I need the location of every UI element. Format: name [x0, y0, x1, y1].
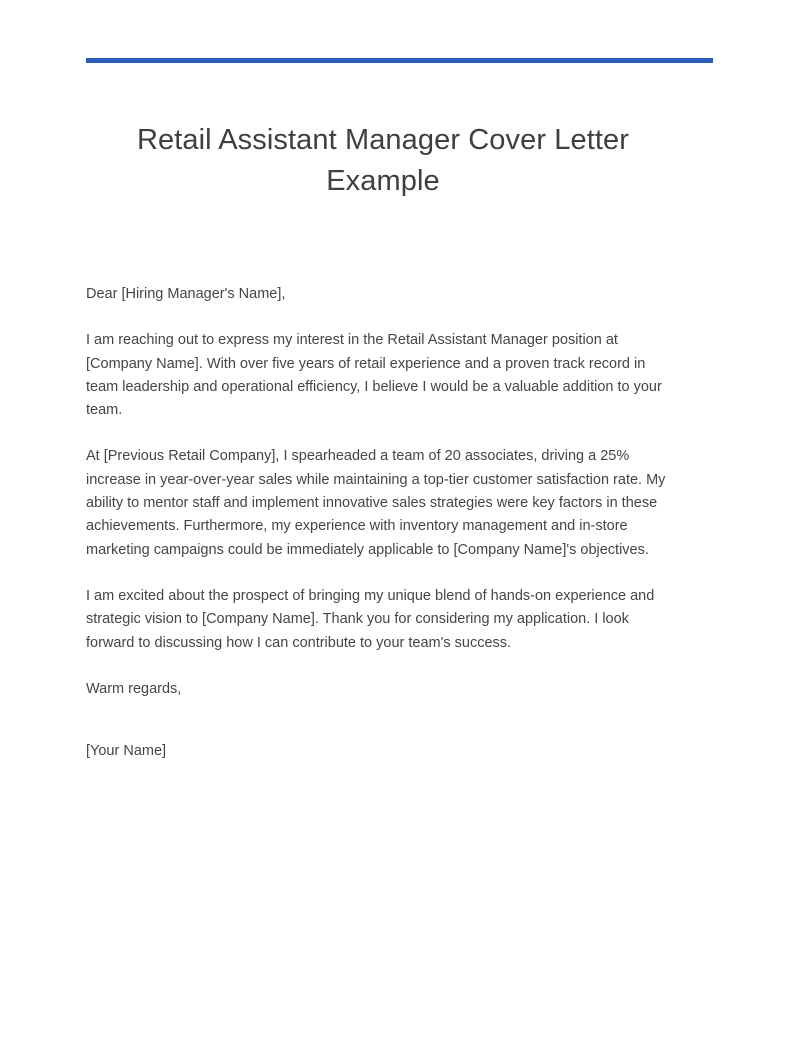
- header-accent-rule: [86, 58, 713, 63]
- letter-closing: Warm regards,: [86, 680, 182, 697]
- page-title: Retail Assistant Manager Cover Letter Example: [136, 124, 630, 198]
- cover-letter-body: [86, 283, 678, 763]
- letter-paragraph-1: I am reaching out to express my interest in the Retail Assistant Manager position at [Company Name]. With over five years of retail experience and a proven track record in team leadership and operational efficiency, I believe I would be a valuable addition to your team.: [86, 332, 662, 419]
- letter-salutation: Dear [Hiring Manager's Name],: [86, 286, 286, 302]
- letter-signature-name: [Your Name]: [86, 743, 167, 760]
- letter-paragraph-2: At [Previous Retail Company], I spearheaded a team of 20 associates, driving a 25% increase in year-over-year sales while maintaining a top-tier customer satisfaction rate. My ability to mentor staff and implement innovative sales strategies were key factors in these achievements. Furthermore, my experience with inventory management and in-store marketing campaigns could be immediately applicable to [Company Name]'s objectives.: [86, 448, 666, 558]
- letter-paragraph-3: I am excited about the prospect of bringing my unique blend of hands-on experience and strategic vision to [Company Name]. Thank you for considering my application. I look forward to discussing how I can contribute to your team's success.: [86, 587, 655, 651]
